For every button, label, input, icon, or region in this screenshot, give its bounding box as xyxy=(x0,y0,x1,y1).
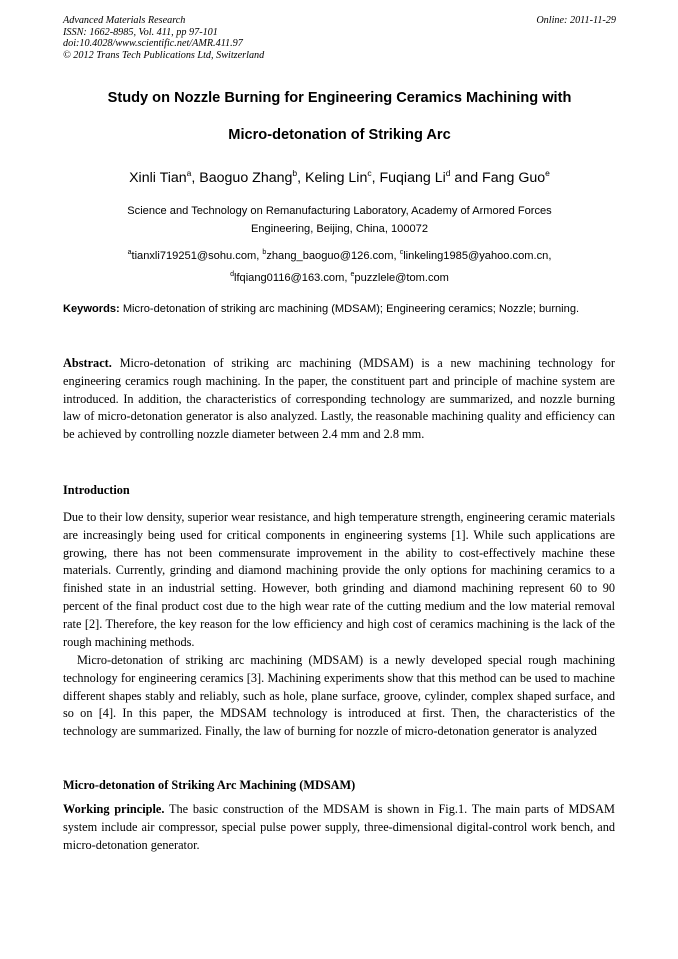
abstract xyxy=(63,355,615,444)
email-link[interactable]: zhang_baoguo@126.com xyxy=(266,250,394,262)
affiliation-line-2: Engineering, Beijing, China, 100072 xyxy=(250,222,428,235)
email-link[interactable]: tianxli719251@sohu.com xyxy=(131,250,257,262)
author-list xyxy=(63,168,616,186)
author: Xinli Tian$^a$, xyxy=(129,168,200,186)
affiliation-line-1: Science and Technology on Remanufacturing Laboratory, Academy of Armored Forces xyxy=(127,205,552,217)
title-line-1: Study on Nozzle Burning for Engineering Ceramics Machining with xyxy=(107,90,572,106)
author: Keling Lin$^c$, xyxy=(305,168,380,186)
email-link[interactable]: puzzlele@tom.com xyxy=(354,271,449,284)
journal-name: Advanced Materials Research xyxy=(63,15,186,26)
affiliation xyxy=(63,203,616,238)
author: Fuqiang Li$^d$ and xyxy=(379,168,483,186)
keywords-label: Keywords: xyxy=(63,303,120,315)
journal-header xyxy=(63,15,616,61)
keywords xyxy=(63,300,615,319)
email-link[interactable]: linkeling1985@yahoo.com.cn xyxy=(403,250,549,262)
journal-copyright: © 2012 Trans Tech Publications Ltd, Switzerland xyxy=(63,49,265,61)
section-heading-introduction: Introduction xyxy=(63,483,130,497)
emails-line-2: $^d$lfqiang0116@163.com, $^e$puzzlele@tom.com xyxy=(230,270,449,284)
introduction-paragraph-1: Due to their low density, superior wear resistance, and high temperature strength, engineering ceramic materials are increasingly being used for critical components in engineering systems [1]. While such applications are growing, there has not been commensurate improvement in the ability to cost-effectively machine these materials. Currently, grinding and diamond machining provide the only options for machining ceramics to a finished state in an industrial setting. However, both grinding and diamond machining represent 60 to 90 percent of the final product cost due to the high wear rate of the cutting medium and the low material removal rate [2]. Therefore, the key reason for the low efficiency and high cost of ceramics machining is the lack of the rough machining methods. xyxy=(63,510,615,649)
email-link[interactable]: lfqiang0116@163.com xyxy=(233,271,345,284)
abstract-text: Micro-detonation of striking arc machining (MDSAM) is a new machining technology for engineering ceramics rough machining. In the paper, the constituent part and principle of machine system are introduced. In addition, the characteristics of corresponding technology are summarized, and nozzle burning law of micro-detonation generator is also analyzed. Lastly, the reasonable machining quality and efficiency can be achieved by controlling nozzle diameter between 2.4 mm and 2.8 mm. xyxy=(63,356,615,442)
working-principle-label: Working principle. xyxy=(63,802,165,816)
introduction-paragraph-2: Micro-detonation of striking arc machining (MDSAM) is a newly developed special rough machining technology for engineering ceramics [3]. Machining experiments show that this method can be used to machine different shapes stably and reliably, such as hole, plane surface, groove, cylinder, complex shaped surface, and so on [4]. In this paper, the MDSAM technology is introduced at first. Then, the characteristics of the technology are summarized. Finally, the law of burning for nozzle of micro-detonation generator is analyzed xyxy=(63,653,615,739)
working-principle-paragraph xyxy=(63,801,615,854)
abstract-label: Abstract. xyxy=(63,356,112,370)
keywords-text: Micro-detonation of striking arc machining (MDSAM); Engineering ceramics; Nozzle; burning. xyxy=(122,303,580,315)
author: Fang Guo$^e$ xyxy=(482,168,550,186)
section-heading-mdsam: Micro-detonation of Striking Arc Machining (MDSAM) xyxy=(63,778,356,792)
online-date: Online: 2011-11-29 xyxy=(536,15,616,26)
working-principle-text: The basic construction of the MDSAM is shown in Fig.1. The main parts of MDSAM system include air compressor, special pulse power supply, three-dimensional digital-control work bench, and micro-detonation generator. xyxy=(63,802,615,852)
title-line-2: Micro-detonation of Striking Arc xyxy=(228,127,451,143)
journal-doi: doi:10.4028/www.scientific.net/AMR.411.97 xyxy=(63,38,243,50)
author-emails xyxy=(63,244,616,287)
author: Baoguo Zhang$^b$, xyxy=(199,168,306,186)
journal-issn: ISSN: 1662-8985, Vol. 411, pp 97-101 xyxy=(63,26,218,38)
emails-line-1: $^a$tianxli719251@sohu.com, $^b$zhang_baoguo@126.com, $^c$linkeling1985@yahoo.com.cn, xyxy=(127,249,552,262)
